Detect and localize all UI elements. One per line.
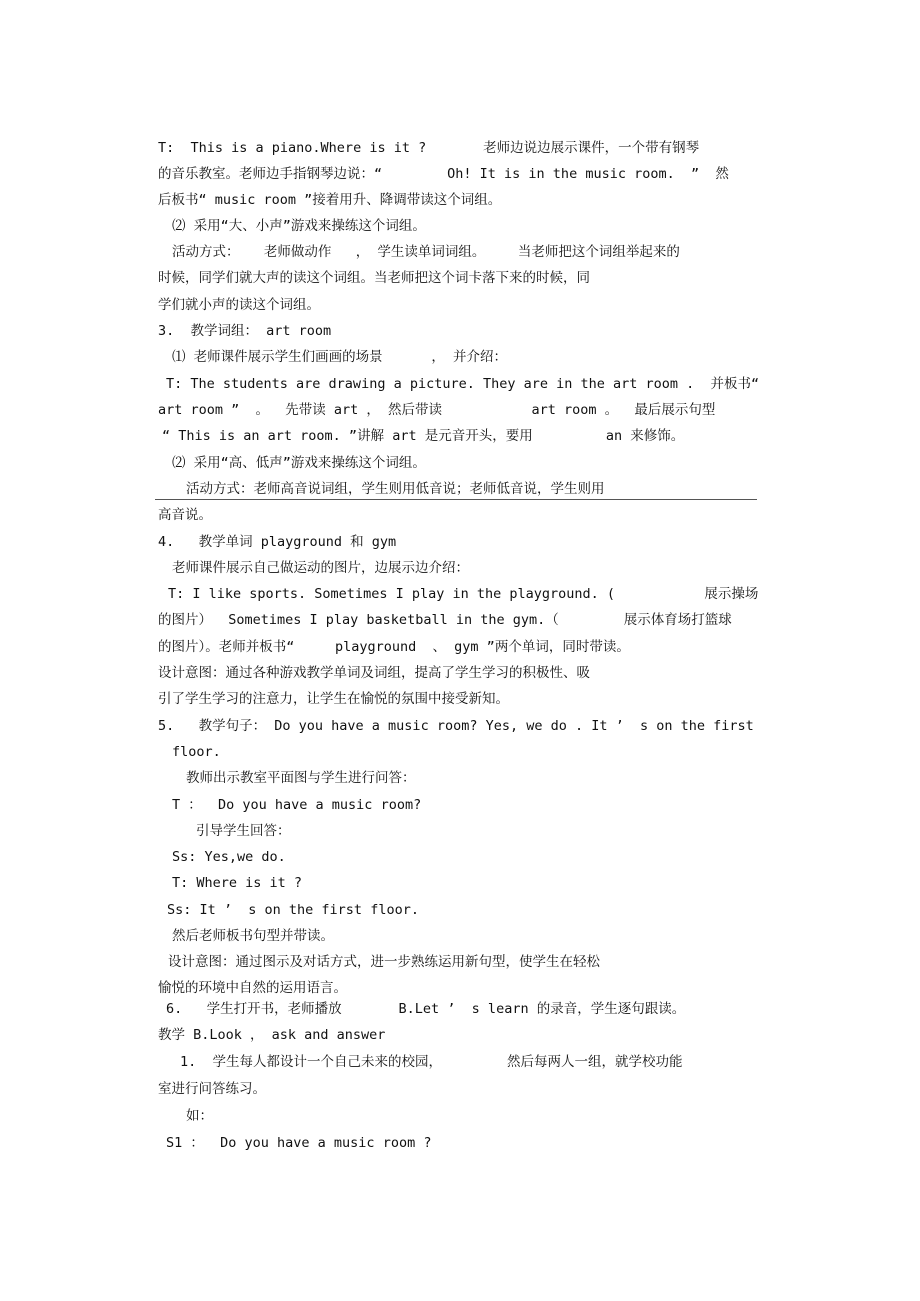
text-line: T: This is a piano.Where is it ? 老师边说边展示课件，一个带有钢琴	[158, 140, 700, 156]
text-line: T: The students are drawing a picture. They are in the art room . 并板书“	[166, 376, 760, 392]
text-line: 室进行问答练习。	[158, 1081, 266, 1097]
text-line: 教师出示教室平面图与学生进行问答：	[186, 770, 416, 786]
text-line: 5. 教学句子： Do you have a music room? Yes, we do . It ’ s on the first	[158, 718, 754, 734]
text-line: T: I like sports. Sometimes I play in the playground. ( 展示操场	[168, 586, 759, 602]
text-line: 引了学生学习的注意力，让学生在愉悦的氛围中接受新知。	[158, 691, 509, 707]
text-line: 1. 学生每人都设计一个自己未来的校园， 然后每两人一组，就学校功能	[180, 1054, 683, 1070]
text-line: 4. 教学单词 playground 和 gym	[158, 534, 397, 550]
text-line: floor.	[172, 744, 221, 760]
text-line: 3. 教学词组： art room	[158, 323, 332, 339]
text-line: 教学 B.Look ， ask and answer	[158, 1027, 386, 1043]
text-line: ⑴ 老师课件展示学生们画画的场景 ， 并介绍：	[172, 349, 508, 365]
text-line: 的图片） Sometimes I play basketball in the gym.（ 展示体育场打篮球	[158, 612, 732, 628]
text-line: Ss: Yes,we do.	[172, 849, 286, 865]
text-line: 如：	[186, 1108, 213, 1124]
text-line: 活动方式：老师高音说词组，学生则用低音说；老师低音说，学生则用	[186, 481, 605, 497]
text-line: ⑵ 采用“高、低声”游戏来操练这个词组。	[172, 455, 426, 471]
text-line: 高音说。	[158, 507, 212, 523]
text-line: S1 ： Do you have a music room ?	[166, 1135, 432, 1151]
text-line: 6. 学生打开书，老师播放 B.Let ’ s learn 的录音，学生逐句跟读。	[166, 1001, 686, 1017]
text-line: 的音乐教室。老师边手指钢琴边说：“ Oh! It is in the music room. ” 然	[158, 166, 729, 182]
text-line: 学们就小声的读这个词组。	[158, 297, 320, 313]
text-line: 愉悦的环境中自然的运用语言。	[158, 980, 347, 996]
text-line: T: Where is it ?	[172, 875, 303, 891]
text-line: 设计意图：通过各种游戏教学单词及词组，提高了学生学习的积极性、吸	[158, 665, 590, 681]
text-line: ⑵ 采用“大、小声”游戏来操练这个词组。	[172, 218, 426, 234]
text-line: Ss: It ’ s on the first floor.	[167, 902, 419, 918]
text-line: “ This is an art room. ”讲解 art 是元音开头，要用 an 来修饰。	[162, 428, 685, 444]
text-line: 活动方式： 老师做动作 ， 学生读单词词组。 当老师把这个词组举起来的	[172, 244, 680, 260]
text-line: T ： Do you have a music room?	[172, 797, 422, 813]
text-line: 的图片）。老师并板书“ playground 、 gym ”两个单词，同时带读。	[158, 639, 630, 655]
text-line: 设计意图：通过图示及对话方式，进一步熟练运用新句型，使学生在轻松	[168, 954, 600, 970]
text-line: 老师课件展示自己做运动的图片，边展示边介绍：	[172, 560, 469, 576]
text-line: 然后老师板书句型并带读。	[172, 928, 334, 944]
text-line: 后板书“ music room ”接着用升、降调带读这个词组。	[158, 192, 502, 208]
text-line: 时候，同学们就大声的读这个词组。当老师把这个词卡落下来的时候，同	[158, 270, 590, 286]
text-line: art room ” 。 先带读 art ， 然后带读 art room 。 最后展示句型	[158, 402, 716, 418]
text-line: 引导学生回答：	[196, 823, 291, 839]
divider-line	[155, 499, 757, 500]
